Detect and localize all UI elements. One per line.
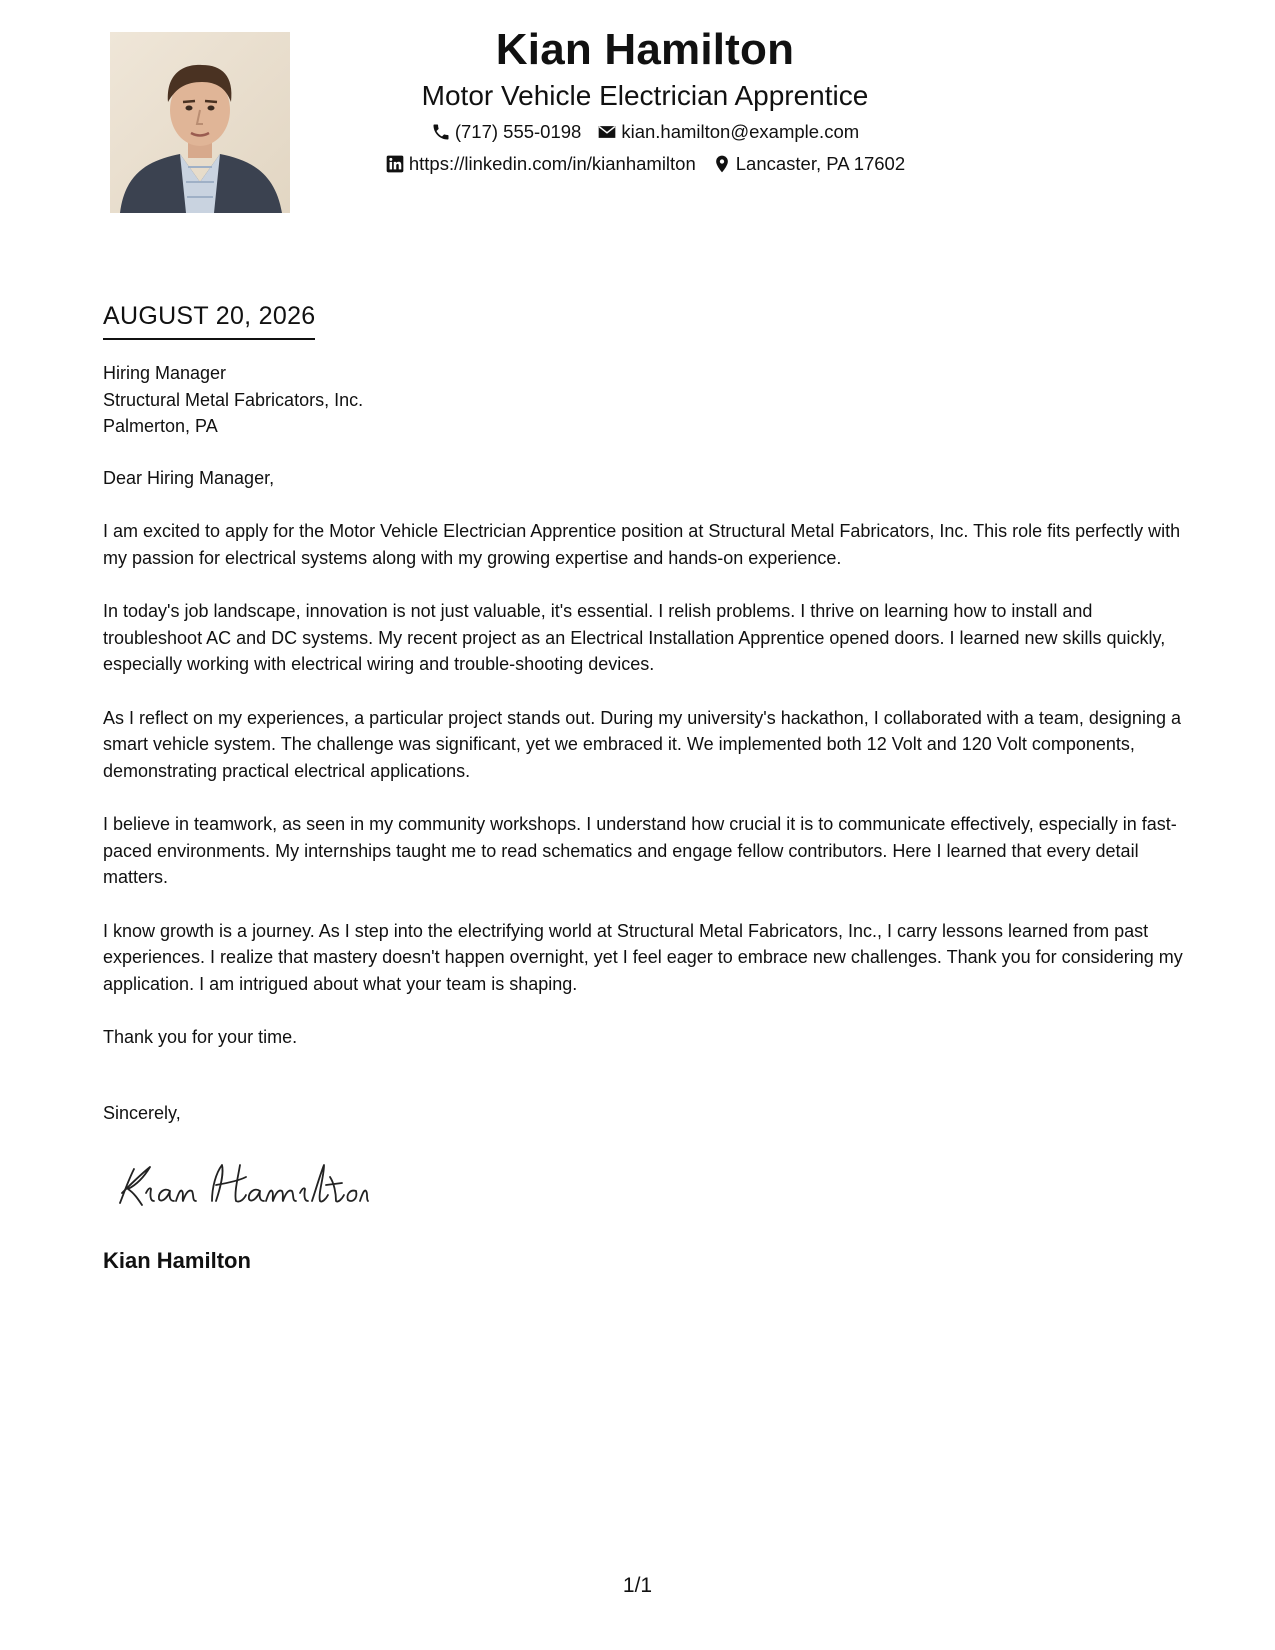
paragraph: I know growth is a journey. As I step into the electrifying world at Structural Metal Fabricators, Inc., I carry lessons learned from past experiences. I realize that mastery doesn't happen overnight, yet I feel eager to embrace new challenges. Thank you for considering my application. I am intrigued about what your team is shaping. bbox=[103, 920, 1183, 994]
paragraph: In today's job landscape, innovation is not just valuable, it's essential. I relish problems. I thrive on learning how to install and troubleshoot AC and DC systems. My recent project as an Electrical Installation Apprentice opened doors. I learned new skills quickly, especially working with electrical wiring and trouble-shooting devices. bbox=[103, 601, 1166, 674]
handwritten-signature bbox=[112, 1155, 372, 1213]
paragraph: I believe in teamwork, as seen in my community workshops. I understand how crucial it is to communicate effectively, especially in fast-paced environments. My internships taught me to read schematics and engage fellow contributors. Here I learned that every detail matters. bbox=[103, 814, 1177, 887]
header bbox=[300, 20, 990, 176]
letter-body bbox=[103, 360, 1183, 1051]
applicant-role: Motor Vehicle Electrician Apprentice bbox=[421, 80, 869, 111]
signer-name: Kian Hamilton bbox=[103, 1248, 251, 1273]
recipient-location: Palmerton, PA bbox=[103, 416, 218, 436]
phone-icon bbox=[431, 122, 451, 142]
linkedin-contact[interactable] bbox=[385, 152, 696, 176]
phone-contact[interactable] bbox=[431, 120, 582, 144]
recipient-block bbox=[103, 360, 1183, 440]
page-number: 1/1 bbox=[622, 1574, 653, 1597]
location-text: Lancaster, PA 17602 bbox=[735, 153, 906, 174]
phone-number: (717) 555-0198 bbox=[454, 121, 582, 142]
contact-row-primary bbox=[300, 120, 990, 144]
map-pin-icon bbox=[712, 154, 732, 174]
recipient-company: Structural Metal Fabricators, Inc. bbox=[103, 389, 364, 410]
envelope-icon bbox=[597, 122, 617, 142]
linkedin-url: https://linkedin.com/in/kianhamilton bbox=[408, 153, 696, 174]
profile-photo bbox=[110, 32, 290, 213]
letter-date: AUGUST 20, 2026 bbox=[103, 299, 315, 340]
paragraph: As I reflect on my experiences, a particular project stands out. During my university's hackathon, I collaborated with a team, designing a smart vehicle system. The challenge was significant, yet we embraced it. We implemented both 12 Volt and 120 Volt components, demonstrating practical electrical applications. bbox=[103, 707, 1181, 781]
email-contact[interactable] bbox=[597, 120, 859, 144]
applicant-name: Kian Hamilton bbox=[495, 25, 795, 74]
sign-off: Sincerely, bbox=[103, 1103, 181, 1123]
email-address: kian.hamilton@example.com bbox=[621, 121, 860, 142]
closing-thanks: Thank you for your time. bbox=[103, 1027, 298, 1047]
contact-row-secondary bbox=[300, 152, 990, 176]
salutation: Dear Hiring Manager, bbox=[103, 467, 275, 488]
location-contact bbox=[712, 152, 905, 176]
recipient-title: Hiring Manager bbox=[103, 363, 227, 383]
linkedin-icon bbox=[385, 154, 405, 174]
paragraph: I am excited to apply for the Motor Vehicle Electrician Apprentice position at Structural Metal Fabricators, Inc. This role fits perfectly with my passion for electrical systems along with my growing expertise and hands-on experience. bbox=[103, 521, 1181, 568]
